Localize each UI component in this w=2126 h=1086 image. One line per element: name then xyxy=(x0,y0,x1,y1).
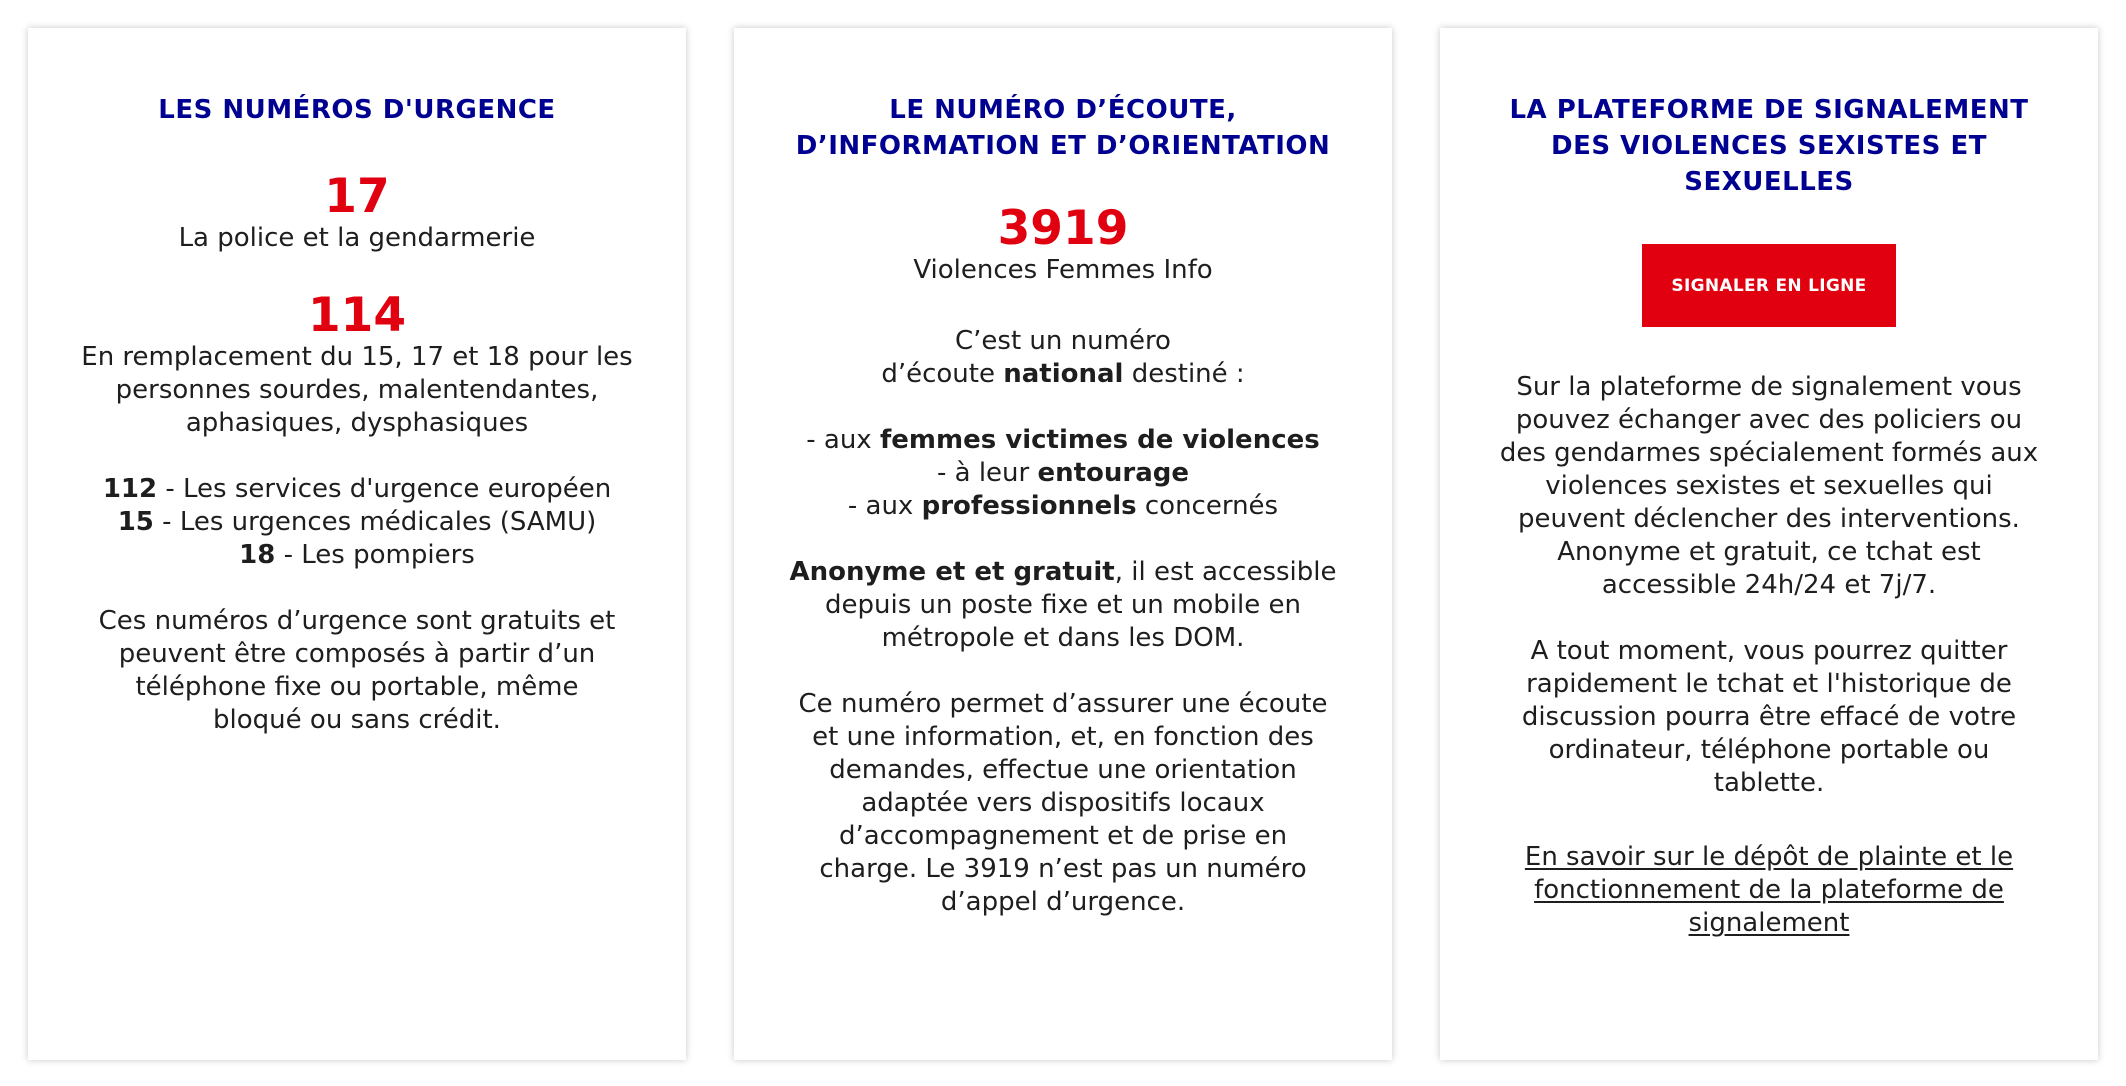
audience-bold: entourage xyxy=(1037,458,1190,488)
listening-number-label: Violences Femmes Info xyxy=(913,255,1213,285)
free-calls-line: peuvent être composés à partir d’un xyxy=(118,639,596,669)
intro-line: C’est un numéro xyxy=(955,326,1171,356)
link-line: fonctionnement de la plateforme de xyxy=(1534,875,2004,905)
intro-text: destiné : xyxy=(1123,359,1245,389)
intro-text: d’écoute xyxy=(881,359,1004,389)
deaf-line: En remplacement du 15, 17 et 18 pour les xyxy=(81,342,633,372)
audience-item xyxy=(774,457,1352,490)
quit-line: ordinateur, téléphone portable ou xyxy=(1548,735,1990,765)
emergency-card-title: LES NUMÉROS D'URGENCE xyxy=(158,95,556,125)
access-line xyxy=(774,556,1352,589)
platform-intro xyxy=(1480,371,2058,602)
free-calls-line: Ces numéros d’urgence sont gratuits et xyxy=(98,606,616,636)
audience-prefix: - aux xyxy=(806,425,880,455)
purpose-line: demandes, effectue une orientation xyxy=(829,755,1297,785)
access-line: métropole et dans les DOM. xyxy=(881,623,1245,653)
purpose-line: charge. Le 3919 n’est pas un numéro xyxy=(819,854,1307,884)
service-number: 18 xyxy=(239,540,276,570)
service-item xyxy=(68,506,646,539)
services-list xyxy=(68,473,646,572)
service-number: 15 xyxy=(117,507,154,537)
quit-line: discussion pourra être effacé de votre xyxy=(1521,702,2017,732)
platform-intro-line: Anonyme et gratuit, ce tchat est xyxy=(1557,537,1981,567)
audience-list xyxy=(774,424,1352,523)
access-line: depuis un poste fixe et un mobile en xyxy=(825,590,1301,620)
report-online-button[interactable]: SIGNALER EN LIGNE xyxy=(1642,244,1896,327)
title-line: LE NUMÉRO D’ÉCOUTE, xyxy=(889,95,1237,125)
service-item xyxy=(68,539,646,572)
audience-bold: professionnels xyxy=(921,491,1137,521)
purpose-text xyxy=(774,688,1352,919)
intro-line xyxy=(774,358,1352,391)
quit-line: A tout moment, vous pourrez quitter xyxy=(1530,636,2008,666)
platform-intro-line: pouvez échanger avec des policiers ou xyxy=(1515,405,2023,435)
access-text xyxy=(774,556,1352,655)
audience-prefix: - aux xyxy=(847,491,922,521)
platform-intro-line: peuvent déclencher des interventions. xyxy=(1518,504,2020,534)
audience-bold: femmes victimes de violences xyxy=(879,425,1320,455)
purpose-line: et une information, et, en fonction des xyxy=(812,722,1314,752)
free-calls-text xyxy=(68,605,646,737)
link-line: signalement xyxy=(1688,908,1850,938)
quit-info xyxy=(1480,635,2058,800)
access-text-part: , il est accessible xyxy=(1114,557,1337,587)
platform-intro-line: des gendarmes spécialement formés aux xyxy=(1499,438,2039,468)
platform-intro-line: violences sexistes et sexuelles qui xyxy=(1545,471,1993,501)
platform-card-title xyxy=(1480,92,2058,200)
quit-line: tablette. xyxy=(1713,768,1825,798)
platform-intro-line: accessible 24h/24 et 7j/7. xyxy=(1601,570,1937,600)
reporting-platform-card xyxy=(1440,28,2098,1060)
free-calls-line: téléphone fixe ou portable, même xyxy=(135,672,579,702)
audience-item xyxy=(774,490,1352,523)
purpose-line: Ce numéro permet d’assurer une écoute xyxy=(798,689,1328,719)
link-line: En savoir sur le dépôt de plainte et le xyxy=(1524,842,2014,872)
listening-intro xyxy=(774,325,1352,391)
police-label: La police et la gendarmerie xyxy=(178,223,536,253)
platform-intro-line: Sur la plateforme de signalement vous xyxy=(1516,372,2022,402)
purpose-line: adaptée vers dispositifs locaux xyxy=(861,788,1265,818)
service-label: - Les urgences médicales (SAMU) xyxy=(153,507,597,537)
listening-number: 3919 xyxy=(997,201,1129,256)
deaf-number: 114 xyxy=(307,288,407,343)
title-line: LA PLATEFORME DE SIGNALEMENT xyxy=(1509,95,2029,125)
service-number: 112 xyxy=(102,474,158,504)
deaf-line: aphasiques, dysphasiques xyxy=(185,408,529,438)
audience-item xyxy=(774,424,1352,457)
deaf-line: personnes sourdes, malentendantes, xyxy=(115,375,599,405)
service-label: - Les services d'urgence européen xyxy=(157,474,612,504)
emergency-numbers-card xyxy=(28,28,686,1060)
intro-bold: national xyxy=(1003,359,1124,389)
service-item xyxy=(68,473,646,506)
service-label: - Les pompiers xyxy=(275,540,475,570)
quit-line: rapidement le tchat et l'historique de xyxy=(1526,669,2012,699)
audience-suffix: concernés xyxy=(1136,491,1279,521)
listening-number-card xyxy=(734,28,1392,1060)
police-number: 17 xyxy=(324,169,390,224)
title-line: SEXUELLES xyxy=(1684,167,1854,197)
free-calls-line: bloqué ou sans crédit. xyxy=(213,705,501,735)
title-line: DES VIOLENCES SEXISTES ET xyxy=(1551,131,1987,161)
access-bold: Anonyme et et gratuit xyxy=(789,557,1115,587)
deaf-description xyxy=(68,341,646,440)
complaint-info-link[interactable] xyxy=(1480,841,2058,940)
audience-prefix: - à leur xyxy=(936,458,1038,488)
purpose-line: d’appel d’urgence. xyxy=(940,887,1186,917)
listening-card-title xyxy=(774,92,1352,164)
purpose-line: d’accompagnement et de prise en xyxy=(838,821,1288,851)
title-line: D’INFORMATION ET D’ORIENTATION xyxy=(795,131,1331,161)
